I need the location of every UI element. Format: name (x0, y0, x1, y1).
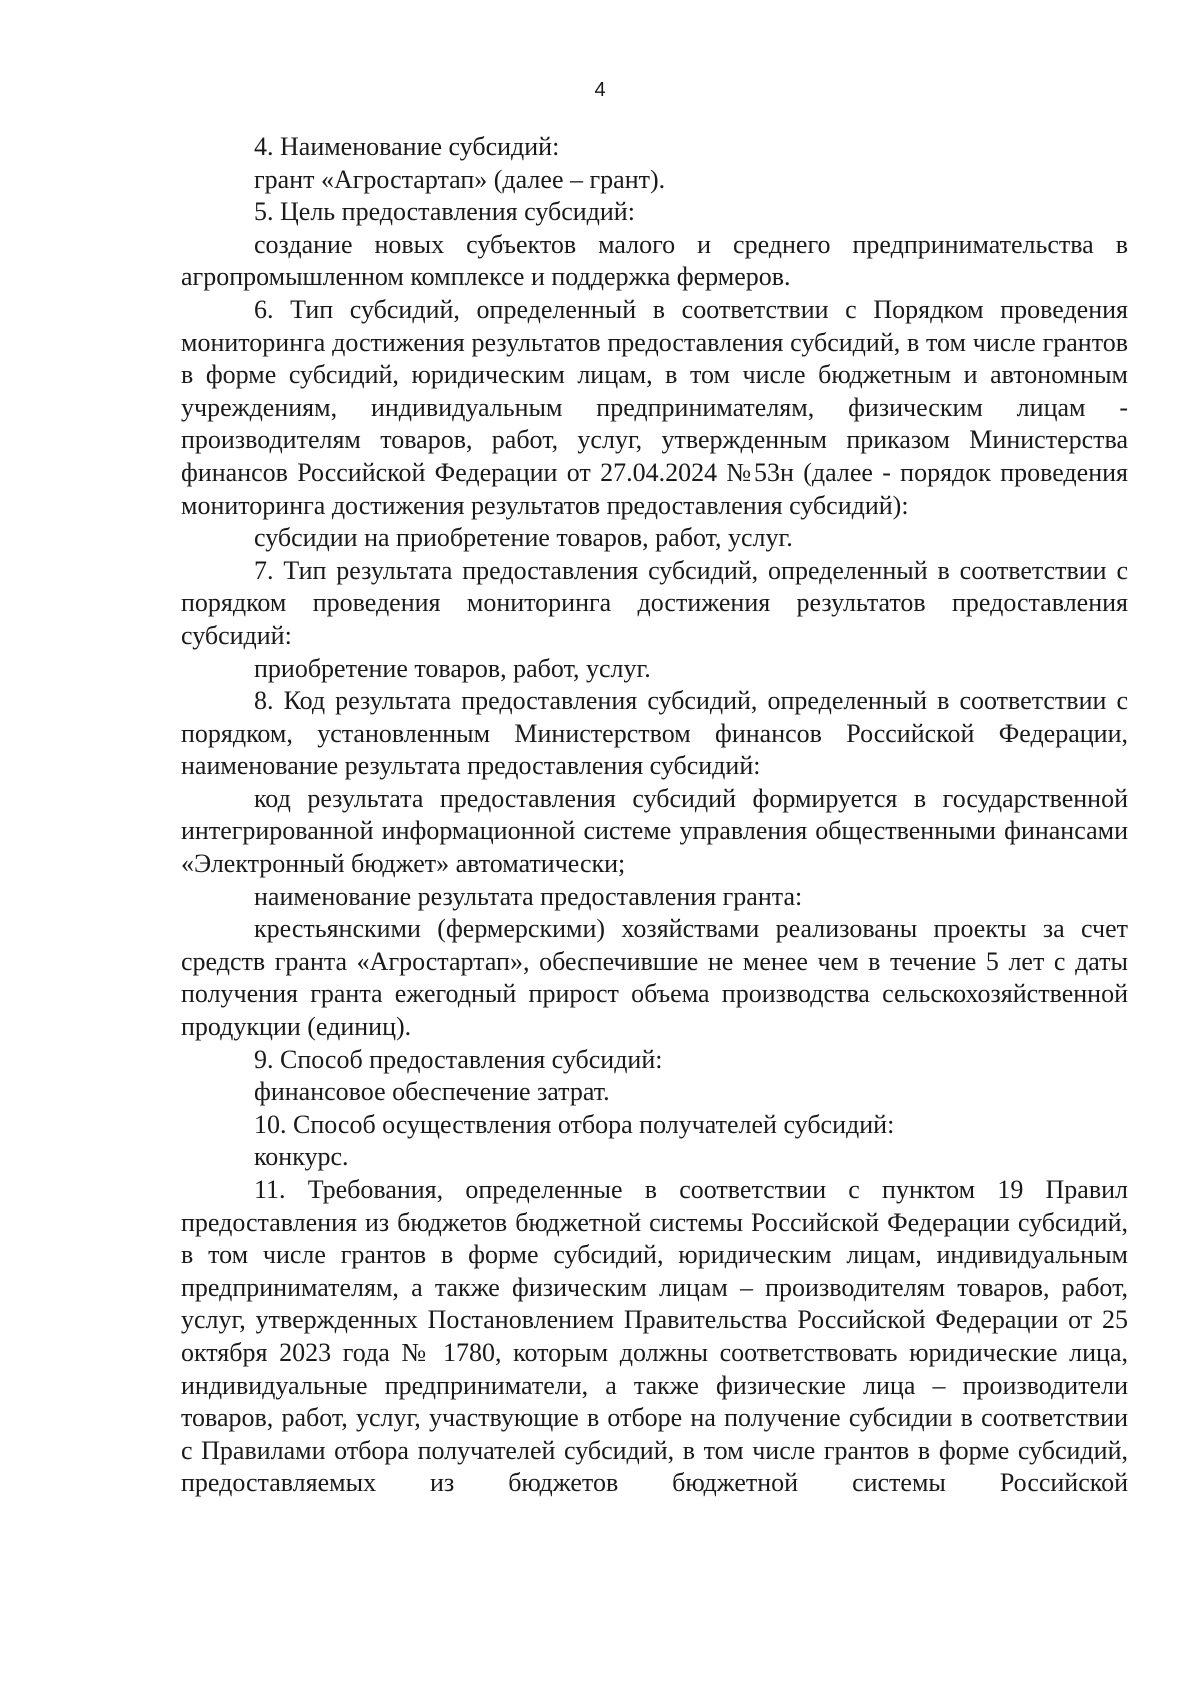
paragraph-item-8: 8. Код результата предоставления субсидий, определенный в соответствии с порядком, установленным Министерством финансов Российской Федерации, наименование результата предоставления субсидий: (181, 686, 1128, 781)
paragraph-selection-method: конкурс. (254, 1142, 349, 1172)
paragraph-subsidy-type: субсидии на приобретение товаров, работ, услуг. (254, 523, 793, 553)
paragraph-purpose: создание новых субъектов малого и среднего предпринимательства в агропромышленном комплексе и поддержка фермеров. (181, 229, 1128, 292)
paragraph-result-type: приобретение товаров, работ, услуг. (254, 653, 651, 683)
paragraph-result-code: код результата предоставления субсидий формируется в государственной интегрированной информационной системе управления общественными финансами «Электронный бюджет» автоматически; (181, 783, 1128, 879)
paragraph-item-11: 11. Требования, определенные в соответствии с пунктом 19 Правил предоставления из бюджетов бюджетной системы Российской Федерации субсидий, в том числе грантов в форме субсидий, юридическим лицам, индивидуальным предпринимателям, а также физическим лицам – производителям товаров, работ, услуг, утвержденных Постановлением Правительства Российской Федерации от 25 октября 2023 года № 1780, которым должны соответствовать юридические лица, индивидуальные предприниматели, а также физические лица – производители товаров, работ, услуг, участвующие в отборе на получение субсидии в соответствии с Правилами отбора получателей субсидий, в том числе грантов в форме субсидий, предоставляемых из бюджетов бюджетной системы Российской (181, 1175, 1128, 1498)
document-body (181, 131, 1128, 1500)
paragraph-provision-method: финансовое обеспечение затрат. (254, 1077, 610, 1107)
paragraph-result-name: крестьянскими (фермерскими) хозяйствами реализованы проекты за счет средств гранта «Агростартап», обеспечившие не менее чем в течение 5 лет с даты получения гранта ежегодный прирост объема производства сельскохозяйственной продукции (единиц). (181, 914, 1128, 1042)
paragraph-item-6: 6. Тип субсидий, определенный в соответствии с Порядком проведения мониторинга достижения результатов предоставления субсидий, в том числе грантов в форме субсидий, юридическим лицам, в том числе бюджетным и автономным учреждениям, индивидуальным предпринимателям, физическим лицам - производителям товаров, работ, услуг, утвержденным приказом Министерства финансов Российской Федерации от 27.04.2024 №53н (далее - порядок проведения мониторинга достижения результатов предоставления субсидий): (181, 294, 1128, 520)
paragraph-item-4-heading: 4. Наименование субсидий: (254, 132, 560, 161)
paragraph-result-name-heading: наименование результата предоставления гранта: (254, 881, 803, 911)
paragraph-item-9-heading: 9. Способ предоставления субсидий: (254, 1044, 663, 1074)
paragraph-grant-name: грант «Агростартап» (далее – грант). (254, 164, 666, 194)
paragraph-item-10-heading: 10. Способ осуществления отбора получателей субсидий: (254, 1109, 895, 1139)
paragraph-item-5-heading: 5. Цель предоставления субсидий: (254, 197, 635, 227)
paragraph-item-7: 7. Тип результата предоставления субсидий, определенный в соответствии с порядком проведения мониторинга достижения результатов предоставления субсидий: (181, 555, 1128, 650)
page-number: 4 (594, 79, 606, 101)
